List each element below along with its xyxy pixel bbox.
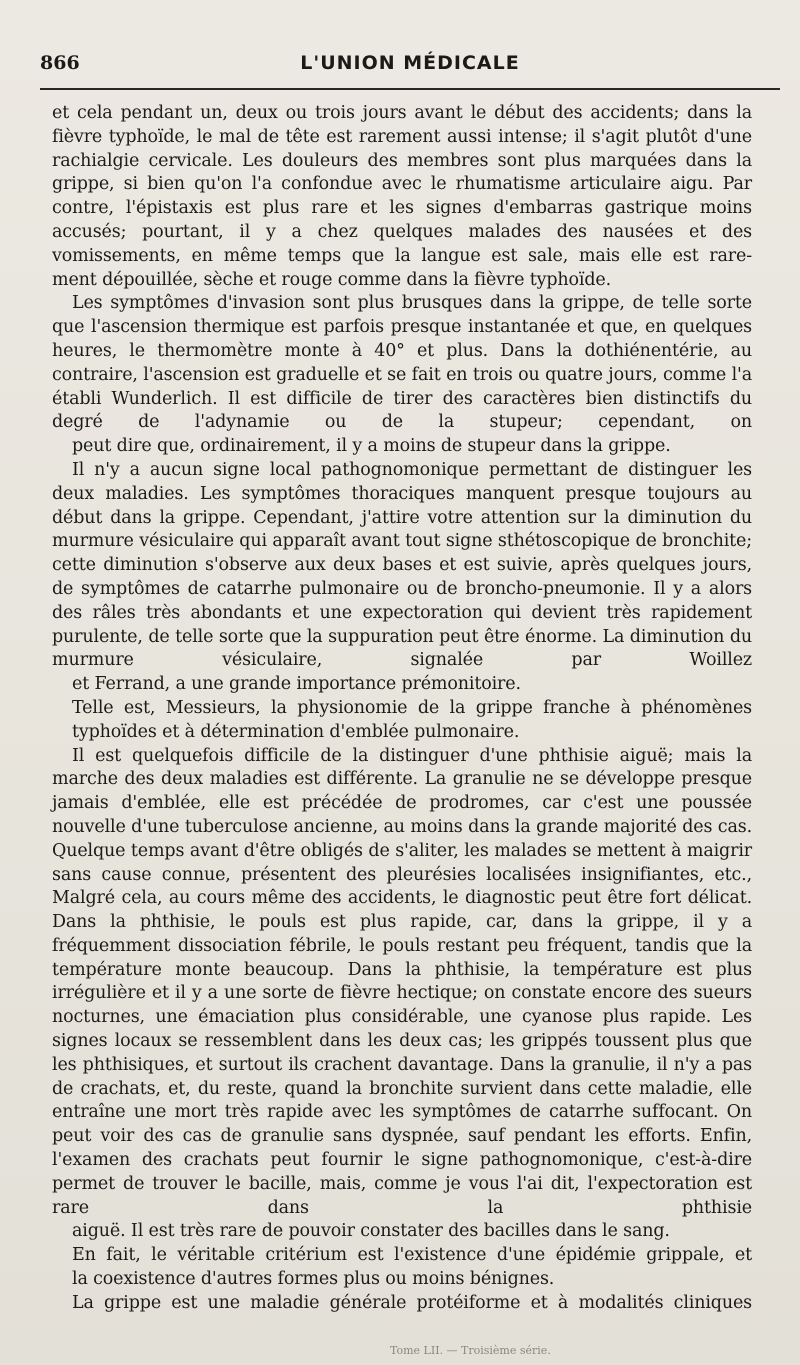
paragraph <box>52 1244 752 1292</box>
paragraph-text: Telle est, Messieurs, la physionomie de la grippe franche à phénomènes <box>72 697 752 718</box>
paragraph-last-line: aiguë. Il est très rare de pouvoir constater des bacilles dans le sang. <box>72 1221 670 1242</box>
paragraph-text: Il n'y a aucun signe local pathognomonique permettant de distinguer les deux maladies. Les symptômes thoraciques manquent presque toujours au début dans la grippe. Cependant, j'attire votre attention sur la diminution du murmure vésiculaire qui apparaît avant tout signe sthétoscopique de bronchite; cette diminution s'observe aux deux bases et est suivie, après quelques jours, de symptômes de catarrhe pulmonaire ou de broncho-pneumonie. Il y a alors des râles très abondants et une expectoration qui devient très rapidement purulente, de telle sorte que la suppuration peut être énorme. La diminution du murmure vésiculaire, signalée par Woillez <box>52 459 752 671</box>
page-number: 866 <box>40 52 80 74</box>
paragraph-last-line: peut dire que, ordinairement, il y a moins de stupeur dans la grippe. <box>72 436 671 457</box>
paragraph-last-line: et Ferrand, a une grande importance prémonitoire. <box>72 674 521 695</box>
page-header <box>40 50 780 84</box>
paragraph-text: Il est quelquefois difficile de la distinguer d'une phthisie aiguë; mais la marche des deux maladies est différente. La granulie ne se développe presque jamais d'emblée, elle est précédée de prodromes, car c'est une poussée nouvelle d'une tuberculose ancienne, au moins dans la grande majorité des cas. Quelque temps avant d'être obligés de s'aliter, les malades se mettent à maigrir sans cause connue, présentent des pleurésies localisées insignifiantes, etc., Malgré cela, au cours même des accidents, le diagnostic peut être fort délicat. Dans la phthisie, le pouls est plus rapide, car, dans la grippe, il y a fréquemment dissociation fébrile, le pouls restant peu fréquent, tandis que la température monte beaucoup. Dans la phthisie, la température est plus irrégulière et il y a une sorte de fièvre hectique; on constate encore des sueurs nocturnes, une émaciation plus considérable, une cyanose plus rapide. Les signes locaux se ressemblent dans les deux cas; les grippés toussent plus que les phthisiques, et surtout ils crachent davantage. Dans la granulie, il n'y a pas de crachats, et, du reste, quand la bronchite survient dans cette maladie, elle entraîne une mort très rapide avec les symptômes de catarrhe suffocant. On peut voir des cas de granulie sans dyspnée, sauf pendant les efforts. Enfin, l'examen des crachats peut fournir le signe pathognomonique, c'est-à-dire permet de trouver le bacille, mais, comme je vous l'ai dit, l'expectoration est rare dans la phthisie <box>52 745 752 1218</box>
paragraph-text: et cela pendant un, deux ou trois jours avant le début des accidents; dans la fièvre typhoïde, le mal de tête est rarement aussi intense; il s'agit plutôt d'une rachialgie cervicale. Les douleurs des membres sont plus marquées dans la grippe, si bien qu'on l'a confondue avec le rhumatisme articulaire aigu. Par contre, l'épistaxis est plus rare et les signes d'embarras gastrique moins accusés; pourtant, il y a chez quelques malades des nausées et des vomissements, en même temps que la langue est sale, mais elle est rare- <box>52 103 752 266</box>
paragraph <box>52 745 752 1245</box>
header-rule <box>40 88 780 90</box>
paragraph-text: En fait, le véritable critérium est l'existence d'une épidémie grippale, et <box>72 1245 752 1266</box>
page-footer: Tome LII. — Troisième série. <box>390 1344 551 1357</box>
running-title: L'UNION MÉDICALE <box>300 52 520 74</box>
paragraph-text: Les symptômes d'invasion sont plus brusques dans la grippe, de telle sorte que l'ascension thermique est parfois presque instantanée et que, en quelques heures, le thermomètre monte à 40° et plus. Dans la dothiénentérie, au contraire, l'ascension est graduelle et se fait en trois ou quatre jours, comme l'a établi Wunderlich. Il est difficile de tirer des caractères bien distinctifs du degré de l'adynamie ou de la stupeur; cependant, on <box>52 293 752 433</box>
body-text <box>52 102 752 1316</box>
paragraph <box>52 697 752 745</box>
paragraph-last-line: typhoïdes et à détermination d'emblée pulmonaire. <box>72 721 520 742</box>
paragraph <box>52 1292 752 1316</box>
paragraph <box>52 459 752 697</box>
paragraph-last-line: la coexistence d'autres formes plus ou moins bénignes. <box>72 1269 555 1290</box>
paragraph-last-line: ment dépouillée, sèche et rouge comme dans la fièvre typhoïde. <box>52 269 612 290</box>
paragraph <box>52 292 752 459</box>
paragraph <box>52 102 752 292</box>
paragraph-text: La grippe est une maladie générale protéiforme et à modalités cliniques <box>72 1292 752 1313</box>
